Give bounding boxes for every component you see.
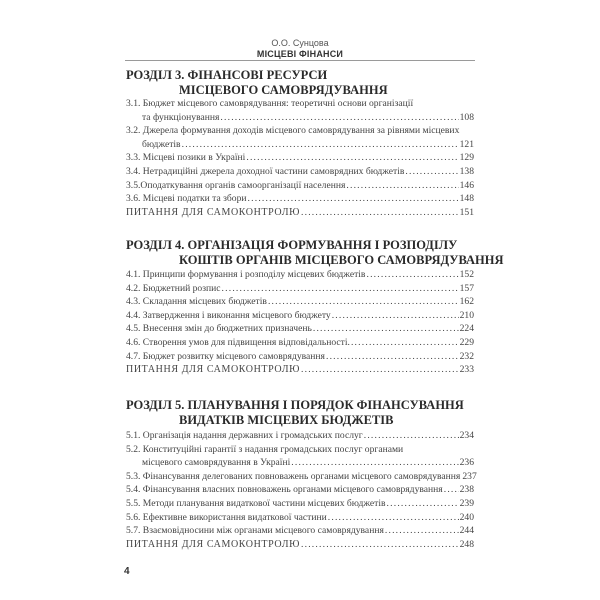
section-heading (126, 238, 504, 268)
toc-entry-title: 3.3. Місцеві позики в Україні (126, 152, 246, 164)
dot-leader (444, 483, 459, 497)
toc-entry[interactable] (126, 456, 474, 470)
dot-leader (351, 336, 459, 350)
section-heading-line: РОЗДІЛ 5. ПЛАНУВАННЯ І ПОРЯДОК ФІНАНСУВАННЯ (126, 398, 464, 412)
toc-entry-title: 4.4. Затвердження і виконання місцевого бюджету (126, 309, 331, 321)
toc-page-number: 138 (459, 165, 474, 177)
section-heading (126, 68, 486, 98)
toc-entry-title: та функціонування (142, 111, 220, 123)
dot-leader (405, 165, 458, 179)
toc-page-number: 162 (459, 296, 474, 308)
toc-page-number: 238 (459, 484, 474, 496)
toc-entry-self-check[interactable] (126, 538, 474, 552)
toc-page-number: 224 (459, 323, 474, 335)
toc-entry-title: ПИТАННЯ ДЛЯ САМОКОНТРОЛЮ (126, 364, 301, 376)
page-number: 4 (124, 566, 130, 577)
dot-leader (385, 524, 459, 538)
toc-page-number: 151 (459, 206, 474, 218)
toc-page-number: 237 (462, 470, 477, 482)
dot-leader (326, 350, 459, 364)
dot-leader (246, 151, 458, 165)
dot-leader (220, 111, 458, 125)
dot-leader (182, 138, 459, 152)
toc-page-number: 248 (459, 538, 474, 550)
toc-page-number: 236 (459, 457, 474, 469)
toc-entry-title: 3.4. Нетрадиційні джерела доходної частини самоврядних бюджетів (126, 165, 405, 177)
toc-entry-first-line: 3.2. Джерела формування доходів місцевого самоврядування за рівнями місцевих (126, 125, 460, 137)
dot-leader (346, 179, 458, 193)
section-heading-line: КОШТІВ ОРГАНІВ МІСЦЕВОГО САМОВРЯДУВАННЯ (179, 253, 504, 267)
toc-page-number: 129 (459, 152, 474, 164)
toc-entry-self-check[interactable] (126, 206, 474, 220)
running-header-author: О.О. Сунцова (271, 38, 329, 48)
toc-entry-title: бюджетів (142, 138, 181, 150)
toc-entry-title: місцевого самоврядування в Україні (142, 457, 291, 469)
toc-entry-title: 5.3. Фінансування делегованих повноважень органами місцевого самоврядування (126, 470, 461, 482)
toc-page-number: 210 (459, 309, 474, 321)
dot-leader (268, 295, 459, 309)
toc-section-4 (126, 268, 474, 377)
toc-entry[interactable] (126, 295, 474, 309)
toc-entry[interactable] (126, 309, 474, 323)
toc-entry[interactable] (126, 151, 474, 165)
header-divider (125, 60, 475, 61)
running-header-title: МІСЦЕВІ ФІНАНСИ (256, 49, 344, 59)
toc-entry-self-check[interactable] (126, 363, 474, 377)
dot-leader (222, 282, 459, 296)
section-heading-line: РОЗДІЛ 3. ФІНАНСОВІ РЕСУРСИ (126, 68, 328, 82)
toc-entry[interactable] (126, 483, 474, 497)
dot-leader (364, 429, 459, 443)
toc-entry[interactable] (126, 524, 474, 538)
toc-entry-title: 3.5.Оподаткування органів самоорганізації населення (126, 179, 346, 191)
toc-page-number: 121 (459, 138, 474, 150)
toc-entry-title: 5.7. Взаємовідносини між органами місцевого самоврядування (126, 525, 384, 537)
toc-page-number: 240 (459, 511, 474, 523)
dot-leader (291, 456, 458, 470)
toc-entry[interactable] (126, 179, 474, 193)
toc-entry[interactable] (126, 268, 474, 282)
toc-page-number: 148 (459, 193, 474, 205)
dot-leader (387, 497, 459, 511)
toc-page-number: 234 (459, 430, 474, 441)
toc-entry-title: ПИТАННЯ ДЛЯ САМОКОНТРОЛЮ (126, 206, 301, 218)
toc-entry[interactable] (126, 470, 477, 484)
toc-entry[interactable] (126, 350, 474, 364)
toc-page-number: 239 (459, 497, 474, 509)
toc-page-number: 146 (459, 179, 474, 191)
toc-entry[interactable] (126, 497, 474, 511)
toc-page-number: 157 (459, 282, 474, 294)
toc-entry-title: 4.7. Бюджет розвитку місцевого самоврядування (126, 350, 325, 362)
toc-entry-first-line: 3.1. Бюджет місцевого самоврядування: теоретичні основи організації (126, 98, 414, 109)
toc-page-number: 244 (459, 525, 474, 537)
toc-section-3 (126, 97, 474, 219)
dot-leader (328, 511, 459, 525)
section-heading-line: ВИДАТКІВ МІСЦЕВИХ БЮДЖЕТІВ (179, 413, 394, 427)
section-heading (126, 398, 486, 428)
dot-leader (248, 192, 459, 206)
toc-page-number: 232 (459, 350, 474, 362)
toc-section-5 (126, 429, 477, 551)
toc-entry-title: ПИТАННЯ ДЛЯ САМОКОНТРОЛЮ (126, 538, 301, 550)
toc-entry-title: 5.1. Організація надання державних і громадських послуг (126, 430, 363, 441)
toc-entry-title: 4.5. Внесення змін до бюджетних призначень (126, 323, 312, 335)
dot-leader (301, 363, 459, 377)
toc-page-number: 233 (459, 364, 474, 376)
toc-entry[interactable] (126, 165, 474, 179)
toc-page-number: 108 (459, 111, 474, 123)
toc-entry[interactable] (126, 111, 474, 125)
dot-leader (313, 322, 459, 336)
toc-entry-title: 4.3. Складання місцевих бюджетів (126, 296, 267, 308)
dot-leader (332, 309, 459, 323)
toc-entry[interactable] (126, 192, 474, 206)
dot-leader (301, 538, 459, 552)
section-heading-line: МІСЦЕВОГО САМОВРЯДУВАННЯ (179, 83, 388, 97)
toc-entry[interactable] (126, 282, 474, 296)
toc-page-number: 152 (459, 269, 474, 280)
toc-entry-first-line: 5.2. Конституційні гарантії з надання громадських послуг органами (126, 443, 404, 455)
toc-entry-title: 5.5. Методи планування видаткової частини місцевих бюджетів (126, 497, 386, 509)
toc-entry-title: 5.4. Фінансування власних повноважень органами місцевого самоврядування (126, 484, 443, 496)
dot-leader (301, 206, 459, 220)
toc-page-number: 229 (459, 336, 474, 348)
toc-entry[interactable] (126, 429, 474, 443)
toc-entry-title: 5.6. Ефективне використання видаткової частини (126, 511, 327, 523)
toc-entry-title: 3.6. Місцеві податки та збори (126, 193, 247, 205)
toc-entry[interactable] (126, 336, 474, 350)
toc-entry-title: 4.1. Принципи формування і розподілу місцевих бюджетів (126, 269, 366, 280)
toc-entry-title: 4.6. Створення умов для підвищення відповідальності. (126, 336, 350, 348)
toc-entry[interactable] (126, 322, 474, 336)
dot-leader (366, 268, 458, 282)
toc-entry[interactable] (126, 511, 474, 525)
toc-entry-title: 4.2. Бюджетний розпис (126, 282, 221, 294)
section-heading-line: РОЗДІЛ 4. ОРГАНІЗАЦІЯ ФОРМУВАННЯ І РОЗПОДІЛУ (126, 238, 458, 252)
toc-entry[interactable] (126, 138, 474, 152)
